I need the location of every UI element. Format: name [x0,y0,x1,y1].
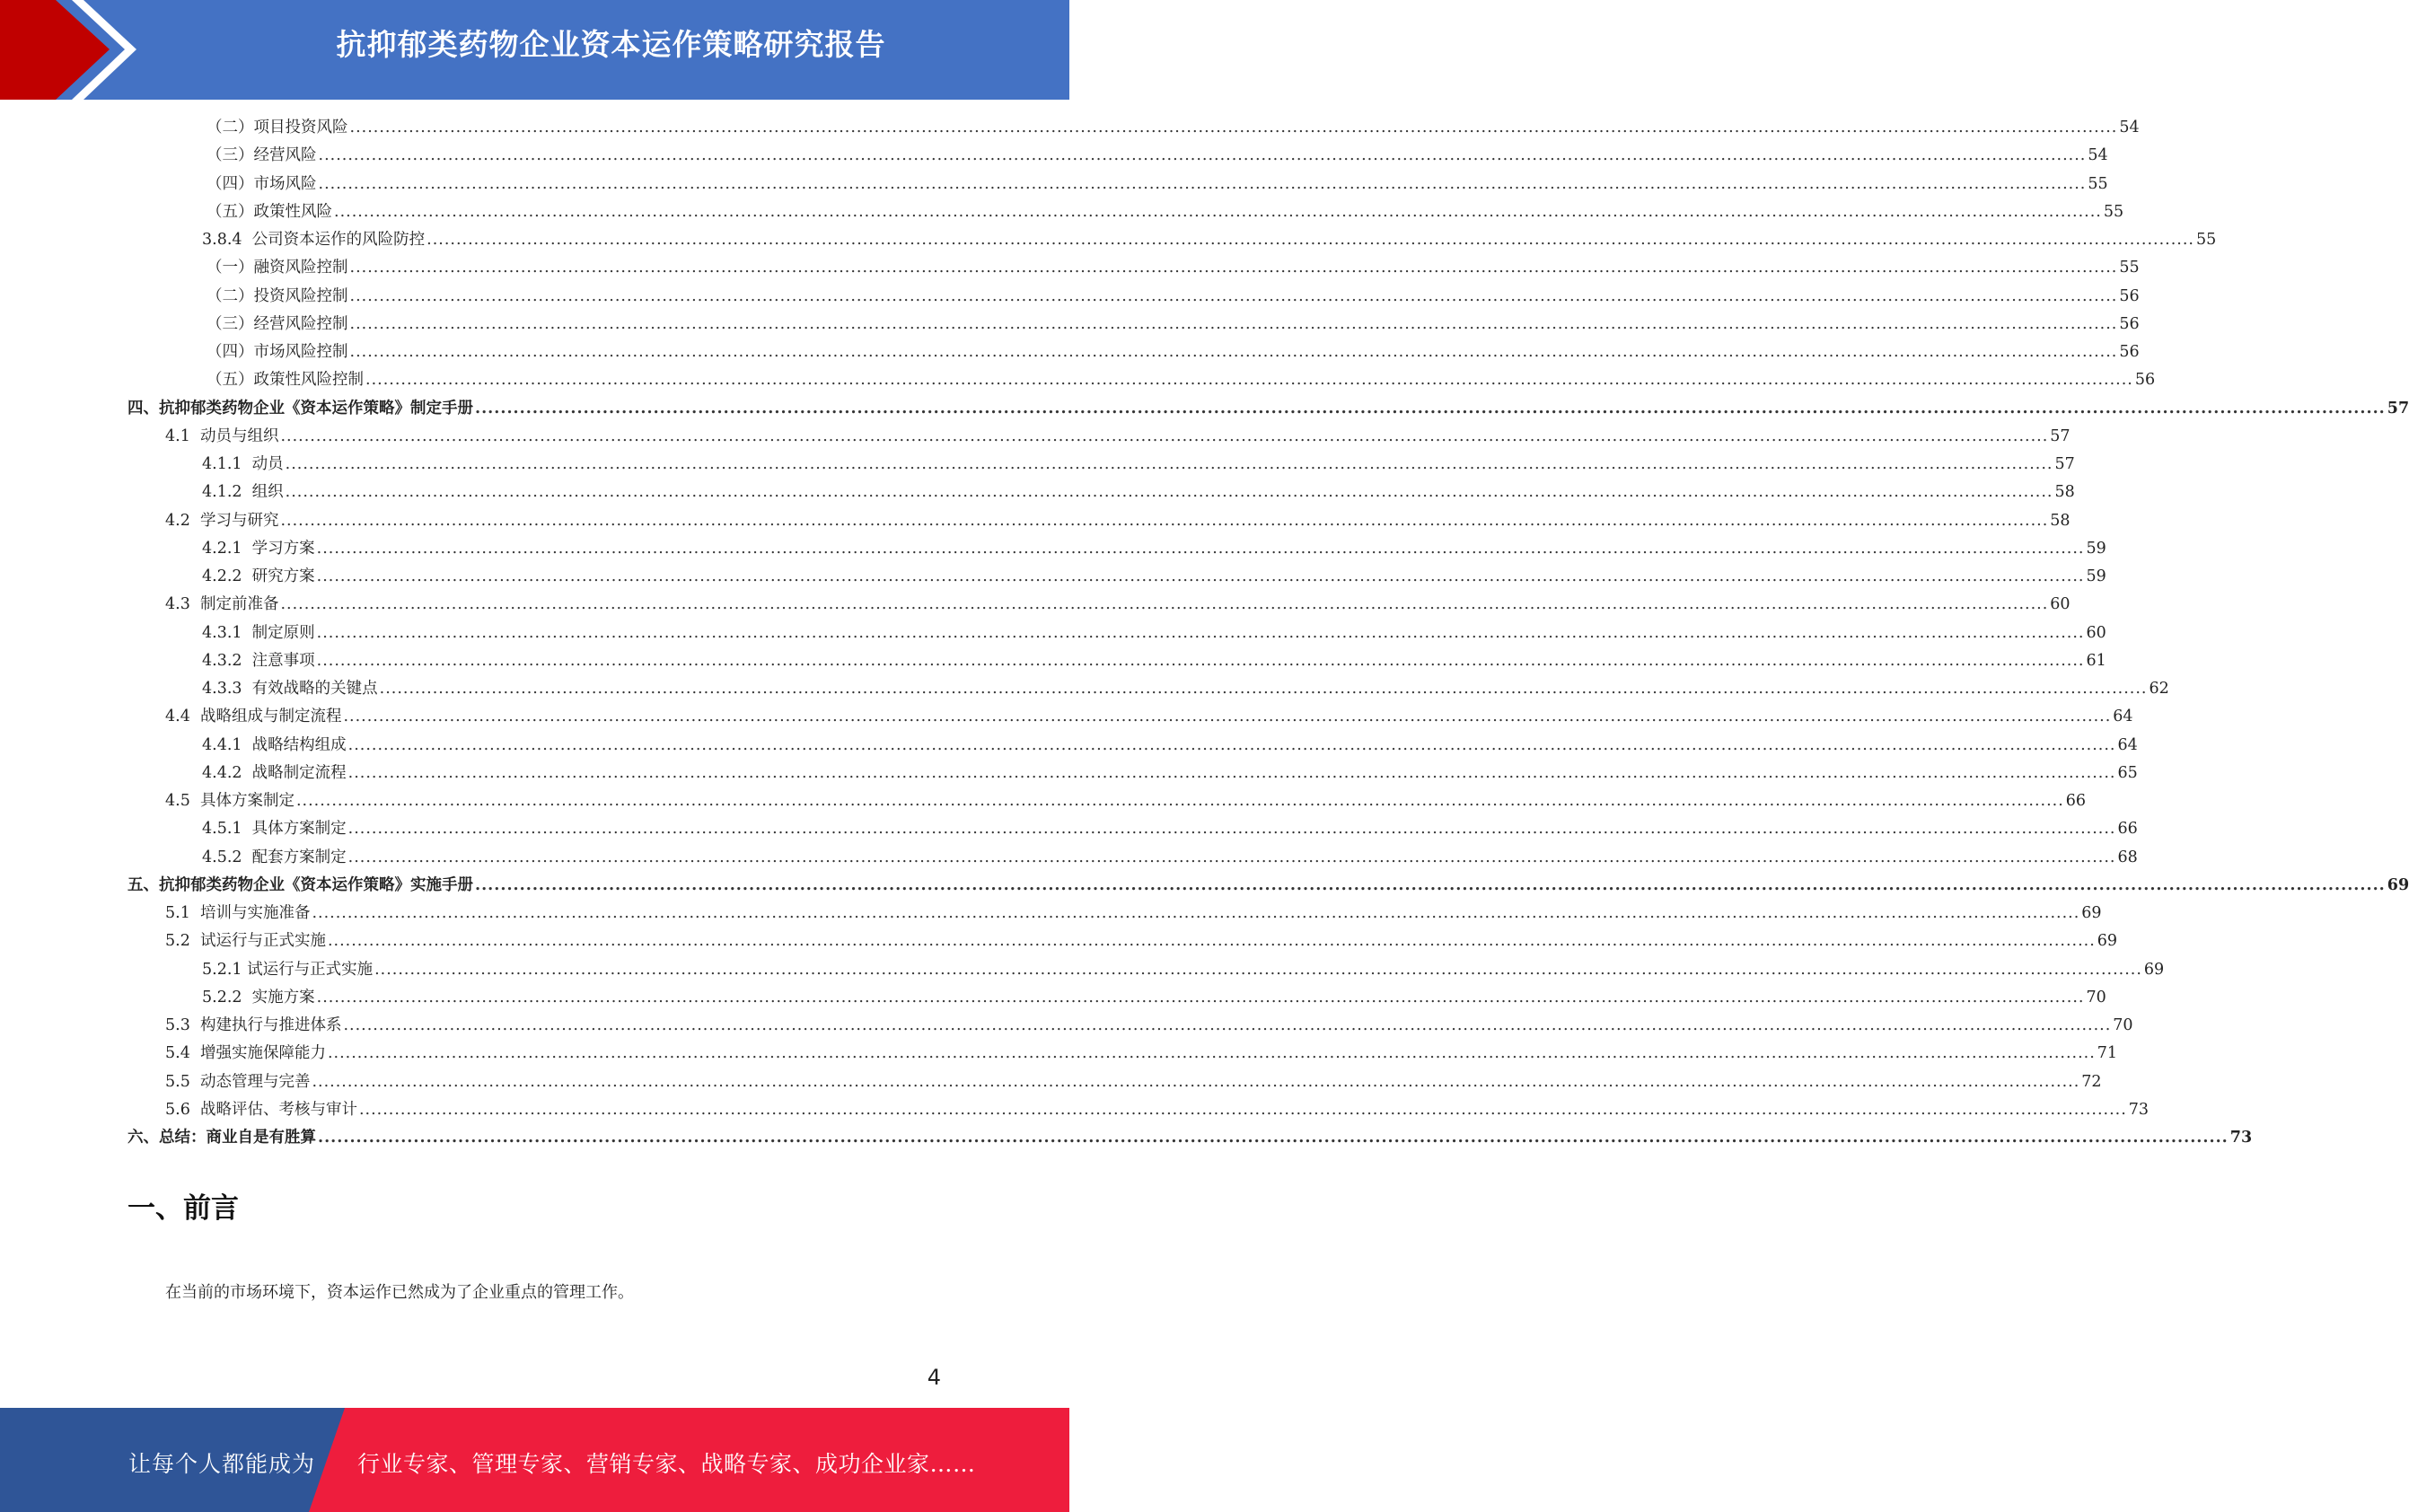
toc-leader-dots: ............................................................................................................................................................................................................................................................................................................ [358,1100,2127,1119]
toc-entry-page: 55 [2119,259,2140,277]
toc-entry-page: 65 [2117,763,2138,782]
toc-entry[interactable] [0,311,2140,338]
toc-entry[interactable] [0,114,2140,142]
toc-entry-page: 71 [2097,1044,2118,1063]
toc-entry-label: 4.5.1 具体方案制定 [202,820,347,839]
toc-entry-label: （三）经营风险控制 [207,314,348,333]
toc-leader-dots: ............................................................................................................................................................................................................................................................................................................ [343,1016,2112,1034]
toc-entry[interactable] [0,1124,2253,1152]
toc-entry-label: 4.1.2 组织 [202,483,284,502]
toc-entry-label: 5.1 培训与实施准备 [165,904,311,922]
footer-banner [0,1408,1069,1512]
toc-entry[interactable] [0,423,2071,451]
toc-leader-dots: ............................................................................................................................................................................................................................................................................................................ [285,455,2053,473]
toc-entry[interactable] [0,872,2409,900]
toc-entry-label: 4.5.2 配套方案制定 [202,848,347,866]
toc-entry-label: （三）经营风险 [207,146,317,165]
toc-entry-page: 73 [2229,1129,2253,1147]
toc-entry-label: 4.3.1 制定原则 [202,623,315,642]
toc-entry[interactable] [0,366,2156,394]
toc-entry[interactable] [0,703,2133,731]
toc-leader-dots: ............................................................................................................................................................................................................................................................................................................ [295,792,2064,810]
toc-entry-label: 5.2.2 实施方案 [202,988,315,1007]
toc-entry-page: 73 [2128,1100,2150,1119]
toc-leader-dots: ............................................................................................................................................................................................................................................................................................................ [349,259,2118,277]
toc-entry-label: 4.3.3 有效战略的关键点 [202,680,378,698]
toc-leader-dots: ............................................................................................................................................................................................................................................................................................................ [316,539,2085,558]
toc-entry-page: 56 [2134,371,2156,390]
toc-entry[interactable] [0,815,2138,843]
toc-entry-page: 56 [2119,286,2140,305]
toc-entry[interactable] [0,844,2138,872]
toc-leader-dots: ............................................................................................................................................................................................................................................................................................................ [327,1044,2096,1063]
toc-entry[interactable] [0,226,2217,254]
footer-slogan-right: 行业专家、管理专家、营销专家、战略专家、成功企业家…… [357,1451,976,1477]
toc-entry[interactable] [0,900,2102,927]
toc-entry-page: 58 [2054,483,2075,502]
toc-entry-page: 55 [2195,231,2217,249]
toc-entry[interactable] [0,254,2140,282]
toc-entry[interactable] [0,451,2075,479]
toc-entry[interactable] [0,479,2075,506]
toc-entry-page: 54 [2119,119,2140,136]
toc-leader-dots: ............................................................................................................................................................................................................................................................................................................ [285,483,2053,502]
toc-entry-page: 61 [2086,651,2106,670]
toc-entry-page: 66 [2065,792,2087,810]
toc-entry-page: 69 [2143,960,2165,979]
toc-entry-page: 69 [2387,875,2409,894]
toc-entry-page: 68 [2117,848,2138,866]
toc-entry[interactable] [0,647,2106,675]
toc-leader-dots: ............................................................................................................................................................................................................................................................................................................ [475,399,2386,418]
toc-leader-dots: ............................................................................................................................................................................................................................................................................................................ [312,1072,2080,1091]
toc-leader-dots: ............................................................................................................................................................................................................................................................................................................ [334,202,2102,221]
toc-leader-dots: ............................................................................................................................................................................................................................................................................................................ [327,932,2096,951]
toc-entry-page: 70 [2086,988,2106,1007]
toc-entry[interactable] [0,620,2106,647]
toc-entry-label: 4.4 战略组成与制定流程 [165,708,342,726]
toc-entry-label: （四）市场风险 [207,174,317,193]
toc-leader-dots: ............................................................................................................................................................................................................................................................................................................ [318,1129,2229,1147]
toc-entry[interactable] [0,675,2169,703]
toc-leader-dots: ............................................................................................................................................................................................................................................................................................................ [374,960,2142,979]
toc-leader-dots: ............................................................................................................................................................................................................................................................................................................ [316,988,2085,1007]
toc-entry-label: 4.2 学习与研究 [165,511,279,530]
toc-leader-dots: ............................................................................................................................................................................................................................................................................................................ [349,119,2118,136]
toc-leader-dots: ............................................................................................................................................................................................................................................................................................................ [365,371,2133,390]
toc-entry[interactable] [0,563,2106,591]
page-number: 4 [927,1365,941,1390]
toc-entry-page: 59 [2086,567,2106,585]
toc-leader-dots: ............................................................................................................................................................................................................................................................................................................ [318,146,2087,165]
toc-entry-page: 62 [2149,680,2169,698]
toc-entry-label: 4.4.2 战略制定流程 [202,763,347,782]
toc-entry[interactable] [0,507,2071,535]
toc-leader-dots: ............................................................................................................................................................................................................................................................................................................ [347,848,2116,866]
toc-leader-dots: ............................................................................................................................................................................................................................................................................................................ [347,763,2116,782]
toc-entry-label: 5.5 动态管理与完善 [165,1072,311,1091]
toc-entry-page: 60 [2050,595,2071,614]
toc-leader-dots: ............................................................................................................................................................................................................................................................................................................ [280,426,2049,445]
toc-entry-label: 5.4 增强实施保障能力 [165,1044,326,1063]
toc-leader-dots: ............................................................................................................................................................................................................................................................................................................ [318,174,2087,193]
toc-leader-dots: ............................................................................................................................................................................................................................................................................................................ [347,820,2116,839]
toc-entry[interactable] [0,732,2138,760]
toc-leader-dots: ............................................................................................................................................................................................................................................................................................................ [349,314,2118,333]
toc-entry-label: 4.2.2 研究方案 [202,567,315,585]
toc-entry[interactable] [0,395,2409,423]
toc-entry[interactable] [0,171,2108,198]
toc-entry-page: 64 [2113,708,2133,726]
toc-entry-label: 4.3 制定前准备 [165,595,279,614]
toc-entry-label: 5.2 试运行与正式实施 [165,932,326,951]
toc-entry-page: 56 [2119,314,2140,333]
toc-entry[interactable] [0,956,2165,984]
toc-entry[interactable] [0,760,2138,787]
toc-entry-label: 4.5 具体方案制定 [165,792,295,810]
toc-entry-label: 4.1.1 动员 [202,455,284,473]
toc-entry-label: 3.8.4 公司资本运作的风险防控 [202,231,426,249]
toc-leader-dots: ............................................................................................................................................................................................................................................................................................................ [316,623,2085,642]
toc-entry-page: 72 [2081,1072,2102,1091]
toc-entry-page: 69 [2081,904,2102,922]
toc-entry-label: 4.1 动员与组织 [165,426,279,445]
document-title: 抗抑郁类药物企业资本运作策略研究报告 [336,27,886,62]
toc-entry-page: 58 [2050,511,2071,530]
toc-entry-label: 四、抗抑郁类药物企业《资本运作策略》制定手册 [127,399,473,418]
toc-leader-dots: ............................................................................................................................................................................................................................................................................................................ [316,567,2085,585]
toc-entry[interactable] [0,591,2071,619]
toc-entry-page: 57 [2387,399,2409,418]
toc-entry-page: 57 [2054,455,2075,473]
header-banner [0,0,1069,100]
toc-entry[interactable] [0,283,2140,311]
toc-leader-dots: ............................................................................................................................................................................................................................................................................................................ [280,595,2049,614]
toc-entry[interactable] [0,198,2124,226]
table-of-contents [0,114,2409,1152]
toc-entry-label: （五）政策性风险控制 [207,371,364,390]
toc-entry-label: （二）项目投资风险 [207,119,348,136]
toc-leader-dots: ............................................................................................................................................................................................................................................................................................................ [312,904,2080,922]
toc-entry-page: 56 [2119,343,2140,361]
toc-entry[interactable] [0,142,2108,170]
toc-entry-page: 55 [2088,174,2108,193]
toc-entry-label: （五）政策性风险 [207,202,332,221]
toc-entry-page: 54 [2088,146,2108,165]
toc-entry[interactable] [0,1040,2118,1068]
toc-entry[interactable] [0,1068,2102,1096]
toc-entry-label: 4.4.1 战略结构组成 [202,735,347,754]
toc-leader-dots: ............................................................................................................................................................................................................................................................................................................ [475,875,2386,894]
toc-entry-label: 五、抗抑郁类药物企业《资本运作策略》实施手册 [127,875,473,894]
toc-entry-label: （四）市场风险控制 [207,343,348,361]
toc-leader-dots: ............................................................................................................................................................................................................................................................................................................ [280,511,2049,530]
toc-entry[interactable] [0,1012,2133,1040]
toc-entry-page: 60 [2086,623,2106,642]
toc-leader-dots: ............................................................................................................................................................................................................................................................................................................ [349,286,2118,305]
toc-entry[interactable] [0,927,2118,955]
section-heading: 一、前言 [127,1192,239,1225]
toc-leader-dots: ............................................................................................................................................................................................................................................................................................................ [379,680,2148,698]
toc-entry-page: 57 [2050,426,2071,445]
toc-entry-page: 64 [2117,735,2138,754]
toc-leader-dots: ............................................................................................................................................................................................................................................................................................................ [347,735,2116,754]
toc-leader-dots: ............................................................................................................................................................................................................................................................................................................ [343,708,2112,726]
toc-entry[interactable] [0,984,2106,1012]
toc-entry-label: 4.3.2 注意事项 [202,651,315,670]
section-paragraph: 在当前的市场环境下，资本运作已然成为了企业重点的管理工作。 [165,1283,634,1302]
toc-entry-label: （一）融资风险控制 [207,259,348,277]
toc-leader-dots: ............................................................................................................................................................................................................................................................................................................ [426,231,2194,249]
toc-entry-label: 5.2.1 试运行与正式实施 [202,960,374,979]
toc-entry-page: 66 [2117,820,2138,839]
toc-entry-label: 4.2.1 学习方案 [202,539,315,558]
toc-entry[interactable] [0,787,2087,815]
toc-entry-label: 5.6 战略评估、考核与审计 [165,1100,357,1119]
toc-entry-page: 59 [2086,539,2106,558]
toc-entry[interactable] [0,338,2140,366]
toc-entry[interactable] [0,1096,2150,1124]
toc-entry-page: 70 [2113,1016,2133,1034]
footer-slogan-left: 让每个人都能成为 [128,1451,316,1477]
toc-leader-dots: ............................................................................................................................................................................................................................................................................................................ [316,651,2085,670]
toc-entry-label: 六、总结：商业自是有胜算 [127,1129,316,1147]
toc-entry[interactable] [0,535,2106,563]
toc-entry-page: 55 [2103,202,2124,221]
toc-entry-page: 69 [2097,932,2118,951]
toc-entry-label: 5.3 构建执行与推进体系 [165,1016,342,1034]
toc-leader-dots: ............................................................................................................................................................................................................................................................................................................ [349,343,2118,361]
toc-entry-label: （二）投资风险控制 [207,286,348,305]
